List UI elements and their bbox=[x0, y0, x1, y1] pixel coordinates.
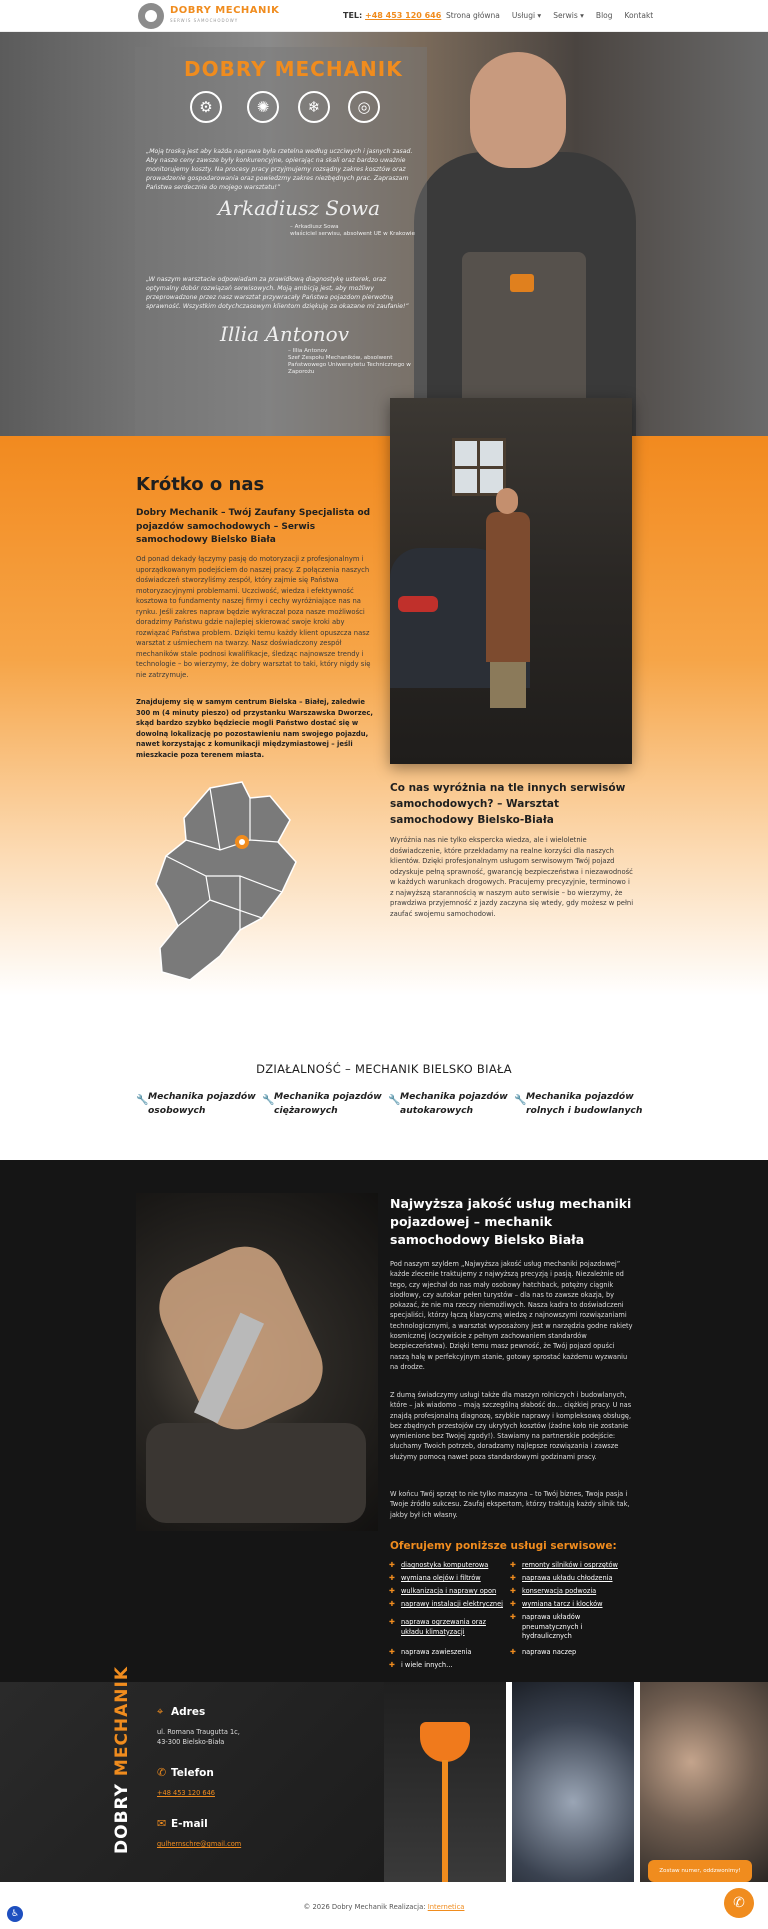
site-header bbox=[0, 0, 768, 32]
quality-p2: Z dumą świadczymy usługi także dla maszyn rolniczych i budowlanych, które – jak wiadomo – mają szczególną słabość do… ciężkiej pracy. U nas znajdą profesjonalną diagnozę, szybkie naprawy i kompleksową obsługę, bez zbędnych przestojów czy ukrytych kosztów (żadne koło nie zostanie wymienione bez Twojej zgody!). Stawiamy na partnerskie podejście: słuchamy Twoich potrzeb, doradzamy najlepsze rozwiązania i zawsze służymy pomocą nawet poza standardowymi godzinami pracy. bbox=[390, 1391, 632, 1461]
service-item[interactable]: ✚ wymiana olejów i filtrów bbox=[389, 1574, 481, 1582]
service-icon: ✚ bbox=[510, 1613, 516, 1621]
service-item: ✚ naprawa zawieszenia bbox=[389, 1648, 472, 1656]
owner-quote: „Moją troską jest aby każda naprawa była rzetelna według uczciwych i jasnych zasad. Aby nasze ceny zawsze były konkurencyjne, opierając na skali oraz bardzo uważnie monitorujemy koszty. Na procesy pracy przyjmujemy rozsądny zakres kosztów oraz prowadzenie gospodarowania oraz powiedzmy zakres niezbędnych prac. Zapraszam Państwa serdecznie do mojego warsztatu!” bbox=[146, 148, 413, 191]
service-item[interactable]: ✚ remonty silników i osprzętów bbox=[510, 1561, 618, 1569]
wrench-icon: 🔧 bbox=[262, 1095, 275, 1106]
workshop-window bbox=[452, 438, 506, 496]
snowflake-ac-icon: ❄ bbox=[298, 91, 330, 123]
oil-stream bbox=[442, 1760, 448, 1882]
oil-funnel bbox=[420, 1722, 470, 1762]
nav-contact[interactable]: Kontakt bbox=[624, 11, 654, 20]
footer-brand: DOBRY MECHANIK bbox=[112, 1665, 132, 1854]
distinct-body: Wyróżnia nas nie tylko ekspercka wiedza, ale i wieloletnie doświadczenie, które przekładamy na realne korzyści dla naszych klientów. Dzięki profesjonalnym usługom serwisowym Twój pojazd odzyskuje pełną sprawność, gwarancję bezpieczeństwa i niezawodność w każdych warunkach drogowych. Pracujemy precyzyjnie, terminowo i z najwyższą starannością w naszym auto serwisie – bo wierzymy, że prawdziwa przyjemność z jazdy zaczyna się wtedy, gdy możesz w pełni zaufać swojemu samochodowi. bbox=[390, 836, 634, 918]
district-map bbox=[150, 780, 310, 985]
service-icon: ✚ bbox=[389, 1661, 395, 1669]
about-location: Znajdujemy się w samym centrum Bielska – Białej, zaledwie 300 m (4 minuty pieszo) od przystanku Warszawska Dworzec, skąd bardzo szybko będziecie mogli Państwo dostać się w dowolną lokalizację po pozostawieniu nam swojego pojazdu, nawet korzystając z komunikacji międzymiastowej – jeśli mieszkacie poza terenem miasta. bbox=[136, 698, 373, 759]
activities-title: DZIAŁALNOŚĆ – MECHANIK BIELSKO BIAŁA bbox=[256, 1062, 512, 1076]
distinct-title: Co nas wyróżnia na tle innych serwisów samochodowych? – Warsztat samochodowy Bielsko-Biała bbox=[390, 782, 626, 826]
about-subtitle: Dobry Mechanik – Twój Zaufany Specjalista od pojazdów samochodowych – Serwis samochodowy Bielsko Biała bbox=[136, 508, 371, 545]
service-icon: ✚ bbox=[389, 1618, 395, 1626]
wrench-icon: 🔧 bbox=[388, 1095, 401, 1106]
quality-section bbox=[0, 1160, 768, 1682]
nav-services[interactable]: Usługi ▾ bbox=[511, 11, 542, 20]
activity-trucks: 🔧 Mechanika pojazdów ciężarowych bbox=[262, 1091, 382, 1116]
wrench-icon: 🔧 bbox=[514, 1095, 527, 1106]
logo-title[interactable]: DOBRY MECHANIK bbox=[170, 5, 280, 16]
mechanic-photo-pocket bbox=[510, 274, 534, 292]
service-item[interactable]: ✚ naprawy instalacji elektrycznej bbox=[389, 1600, 503, 1608]
service-icon: ✚ bbox=[389, 1600, 395, 1608]
workshop-photo bbox=[390, 398, 632, 764]
location-pin-icon: ⌖ bbox=[157, 1705, 164, 1718]
address-heading: Adres bbox=[171, 1706, 206, 1718]
owner-signature: Arkadiusz Sowa bbox=[218, 196, 381, 220]
activity-agri: 🔧 Mechanika pojazdów rolnych i budowlanych bbox=[514, 1091, 643, 1116]
tools-photo bbox=[640, 1682, 768, 1882]
activity-cars: 🔧 Mechanika pojazdów osobowych bbox=[136, 1091, 256, 1116]
engine-icon: ⚙ bbox=[190, 91, 222, 123]
mechanic-photo-head bbox=[470, 52, 566, 168]
engine-photo bbox=[136, 1193, 378, 1531]
service-icon: ✚ bbox=[389, 1648, 395, 1656]
map-outline bbox=[156, 782, 296, 980]
hero-quote-panel bbox=[135, 47, 427, 436]
workshop-mechanic-body bbox=[486, 512, 530, 662]
chief-quote: „W naszym warsztacie odpowiadam za prawidłową diagnostykę usterek, oraz optymalny dobór rozwiązań serwisowych. Moją ambicją jest, aby możliwy przeprowadzone przez nasz warsztat przywracały Państwa pojazdom pierwotną sprawność. Wszystkim dotychczasowym klientom dziękuję za okazane mi zaufanie!” bbox=[146, 276, 409, 310]
service-item: ✚ naprawa układów pneumatycznych i hydraulicznych bbox=[510, 1613, 583, 1640]
accessibility-icon[interactable]: ♿ bbox=[7, 1906, 23, 1922]
logo-subtitle: SERWIS SAMOCHODOWY bbox=[170, 18, 239, 23]
nav-blog[interactable]: Blog bbox=[595, 11, 613, 20]
logo-gear-icon[interactable] bbox=[138, 3, 164, 29]
tire-icon: ◎ bbox=[348, 91, 380, 123]
engine-block bbox=[146, 1423, 366, 1523]
about-section bbox=[0, 436, 768, 996]
service-icon: ✚ bbox=[510, 1600, 516, 1608]
email-heading: E-mail bbox=[171, 1818, 208, 1830]
service-item[interactable]: ✚ diagnostyka komputerowa bbox=[389, 1561, 489, 1569]
main-nav bbox=[446, 11, 653, 20]
copyright: © 2026 Dobry Mechanik Realizacja: Internetica bbox=[303, 1903, 465, 1911]
agency-link[interactable]: Internetica bbox=[427, 1903, 465, 1911]
activity-coaches: 🔧 Mechanika pojazdów autokarowych bbox=[388, 1091, 508, 1116]
service-item: ✚ i wiele innych… bbox=[389, 1661, 453, 1669]
service-icon: ✚ bbox=[389, 1587, 395, 1595]
service-icon: ✚ bbox=[510, 1574, 516, 1582]
phone-heading: Telefon bbox=[171, 1767, 214, 1779]
workshop-mechanic-head bbox=[496, 488, 518, 514]
quality-p1: Pod naszym szyldem „Najwyższa jakość usług mechaniki pojazdowej” każde zlecenie traktujemy z najwyższą precyzją i pasją. Niezależnie od tego, czy wjechał do nas mały osobowy hatchback, potężny ciągnik siodłowy, czy autokar pełen turystów – dla nas to zawsze okazja, by pokazać, że nie ma rzeczy niemożliwych. Nasza kadra to doświadczeni specjaliści, którzy łączą klasyczną wiedzę z najnowszymi rozwiązaniami technologicznymi, a warsztat wyposażony jest w narzędzia godne rakiety kosmicznej (oczywiście z pełnym zachowaniem standardów bezpieczeństwa). Dzięki temu masz pewność, że Twój pojazd opuści naszą halę w perfekcyjnym stanie, gotowy sprostać każdemu wyzwaniu na drodze. bbox=[390, 1260, 633, 1371]
services-title: Oferujemy poniższe usługi serwisowe: bbox=[390, 1540, 617, 1552]
about-body: Od ponad dekady łączymy pasję do motoryzacji z profesjonalnym i uporządkowanym podejściem do naszej pracy. Z połączenia naszych doświadczeń stworzyliśmy zespół, który zajmie się Państwa motoryzacyjnymi problemami. Uczciwość, wiedza i efektywność kosztowa to fundamenty naszej firmy i cechy wyróżniające nas na rynku. Jeśli zakres napraw będzie wykraczał poza nasze możliwości doradzimy Państwu gdzie najlepiej skierować swoje kroki aby rozwiązać Państwa problem. Dzięki temu każdy klient opuszcza nasz warsztat z uśmiechem na twarzy. Nasz doświadczony zespół mechaników stale podnosi kwalifikacje, śledząc najnowsze trendy i technologie – bo wierzymy, że dobry warsztat to taki, który nigdy się nie zatrzymuje. bbox=[136, 555, 371, 679]
about-title: Krótko o nas bbox=[136, 474, 265, 495]
owner-caption: – Arkadiusz Sowa właściciel serwisu, absolwent UE w Krakowie bbox=[290, 224, 415, 237]
service-icon: ✚ bbox=[510, 1587, 516, 1595]
header-phone[interactable]: TEL: +48 453 120 646 bbox=[343, 11, 442, 20]
service-item: ✚ naprawa naczep bbox=[510, 1648, 577, 1656]
call-phone-icon[interactable]: ✆ bbox=[724, 1888, 754, 1918]
nav-home[interactable]: Strona główna bbox=[446, 11, 500, 20]
service-item[interactable]: ✚ konserwacja podwozia bbox=[510, 1587, 597, 1595]
map-pin-center bbox=[239, 839, 245, 845]
hero-brand: DOBRY MECHANIK bbox=[184, 57, 403, 81]
service-item[interactable]: ✚ wulkanizacja i naprawy opon bbox=[389, 1587, 497, 1595]
callback-button[interactable]: Zostaw numer, oddzwonimy! bbox=[648, 1860, 752, 1882]
gear-icon: ✺ bbox=[247, 91, 279, 123]
service-icon: ✚ bbox=[389, 1561, 395, 1569]
service-icon: ✚ bbox=[510, 1648, 516, 1656]
quality-title: Najwyższa jakość usług mechaniki pojazdowej – mechanik samochodowy Bielsko Biała bbox=[390, 1196, 632, 1247]
workshop-car-light bbox=[398, 596, 438, 612]
quality-p3: W końcu Twój sprzęt to nie tylko maszyna – to Twój biznes, Twoja pasja i Twoje źródło sukcesu. Zaufaj ekspertom, którzy traktują każdy silnik tak, jakby był ich własny. bbox=[390, 1490, 630, 1519]
phone-icon: ✆ bbox=[157, 1766, 167, 1779]
service-icon: ✚ bbox=[510, 1561, 516, 1569]
service-icon: ✚ bbox=[389, 1574, 395, 1582]
email-link[interactable]: gulhernschre@gmail.com bbox=[157, 1840, 242, 1848]
service-item[interactable]: ✚ wymiana tarcz i klocków bbox=[510, 1600, 603, 1608]
mail-icon: ✉ bbox=[157, 1817, 167, 1830]
oil-photo bbox=[384, 1682, 506, 1882]
phone-link[interactable]: +48 453 120 646 bbox=[157, 1789, 215, 1797]
nav-service[interactable]: Serwis ▾ bbox=[553, 11, 584, 20]
address-text: ul. Romana Traugutta 1c, 43-300 Bielsko-Biała bbox=[157, 1728, 240, 1746]
chief-signature: Illia Antonov bbox=[220, 322, 349, 346]
brake-photo bbox=[512, 1682, 634, 1882]
service-item[interactable]: ✚ naprawa układu chłodzenia bbox=[510, 1574, 613, 1582]
wrench-icon: 🔧 bbox=[136, 1095, 149, 1106]
service-item[interactable]: ✚ naprawa ogrzewania oraz układu klimatyzacji bbox=[389, 1618, 486, 1636]
chief-caption: – Illia Antonov Szef Zespołu Mechaników, absolwent Państwowego Uniwersytetu Technicznego w Zaporożu bbox=[288, 348, 411, 375]
